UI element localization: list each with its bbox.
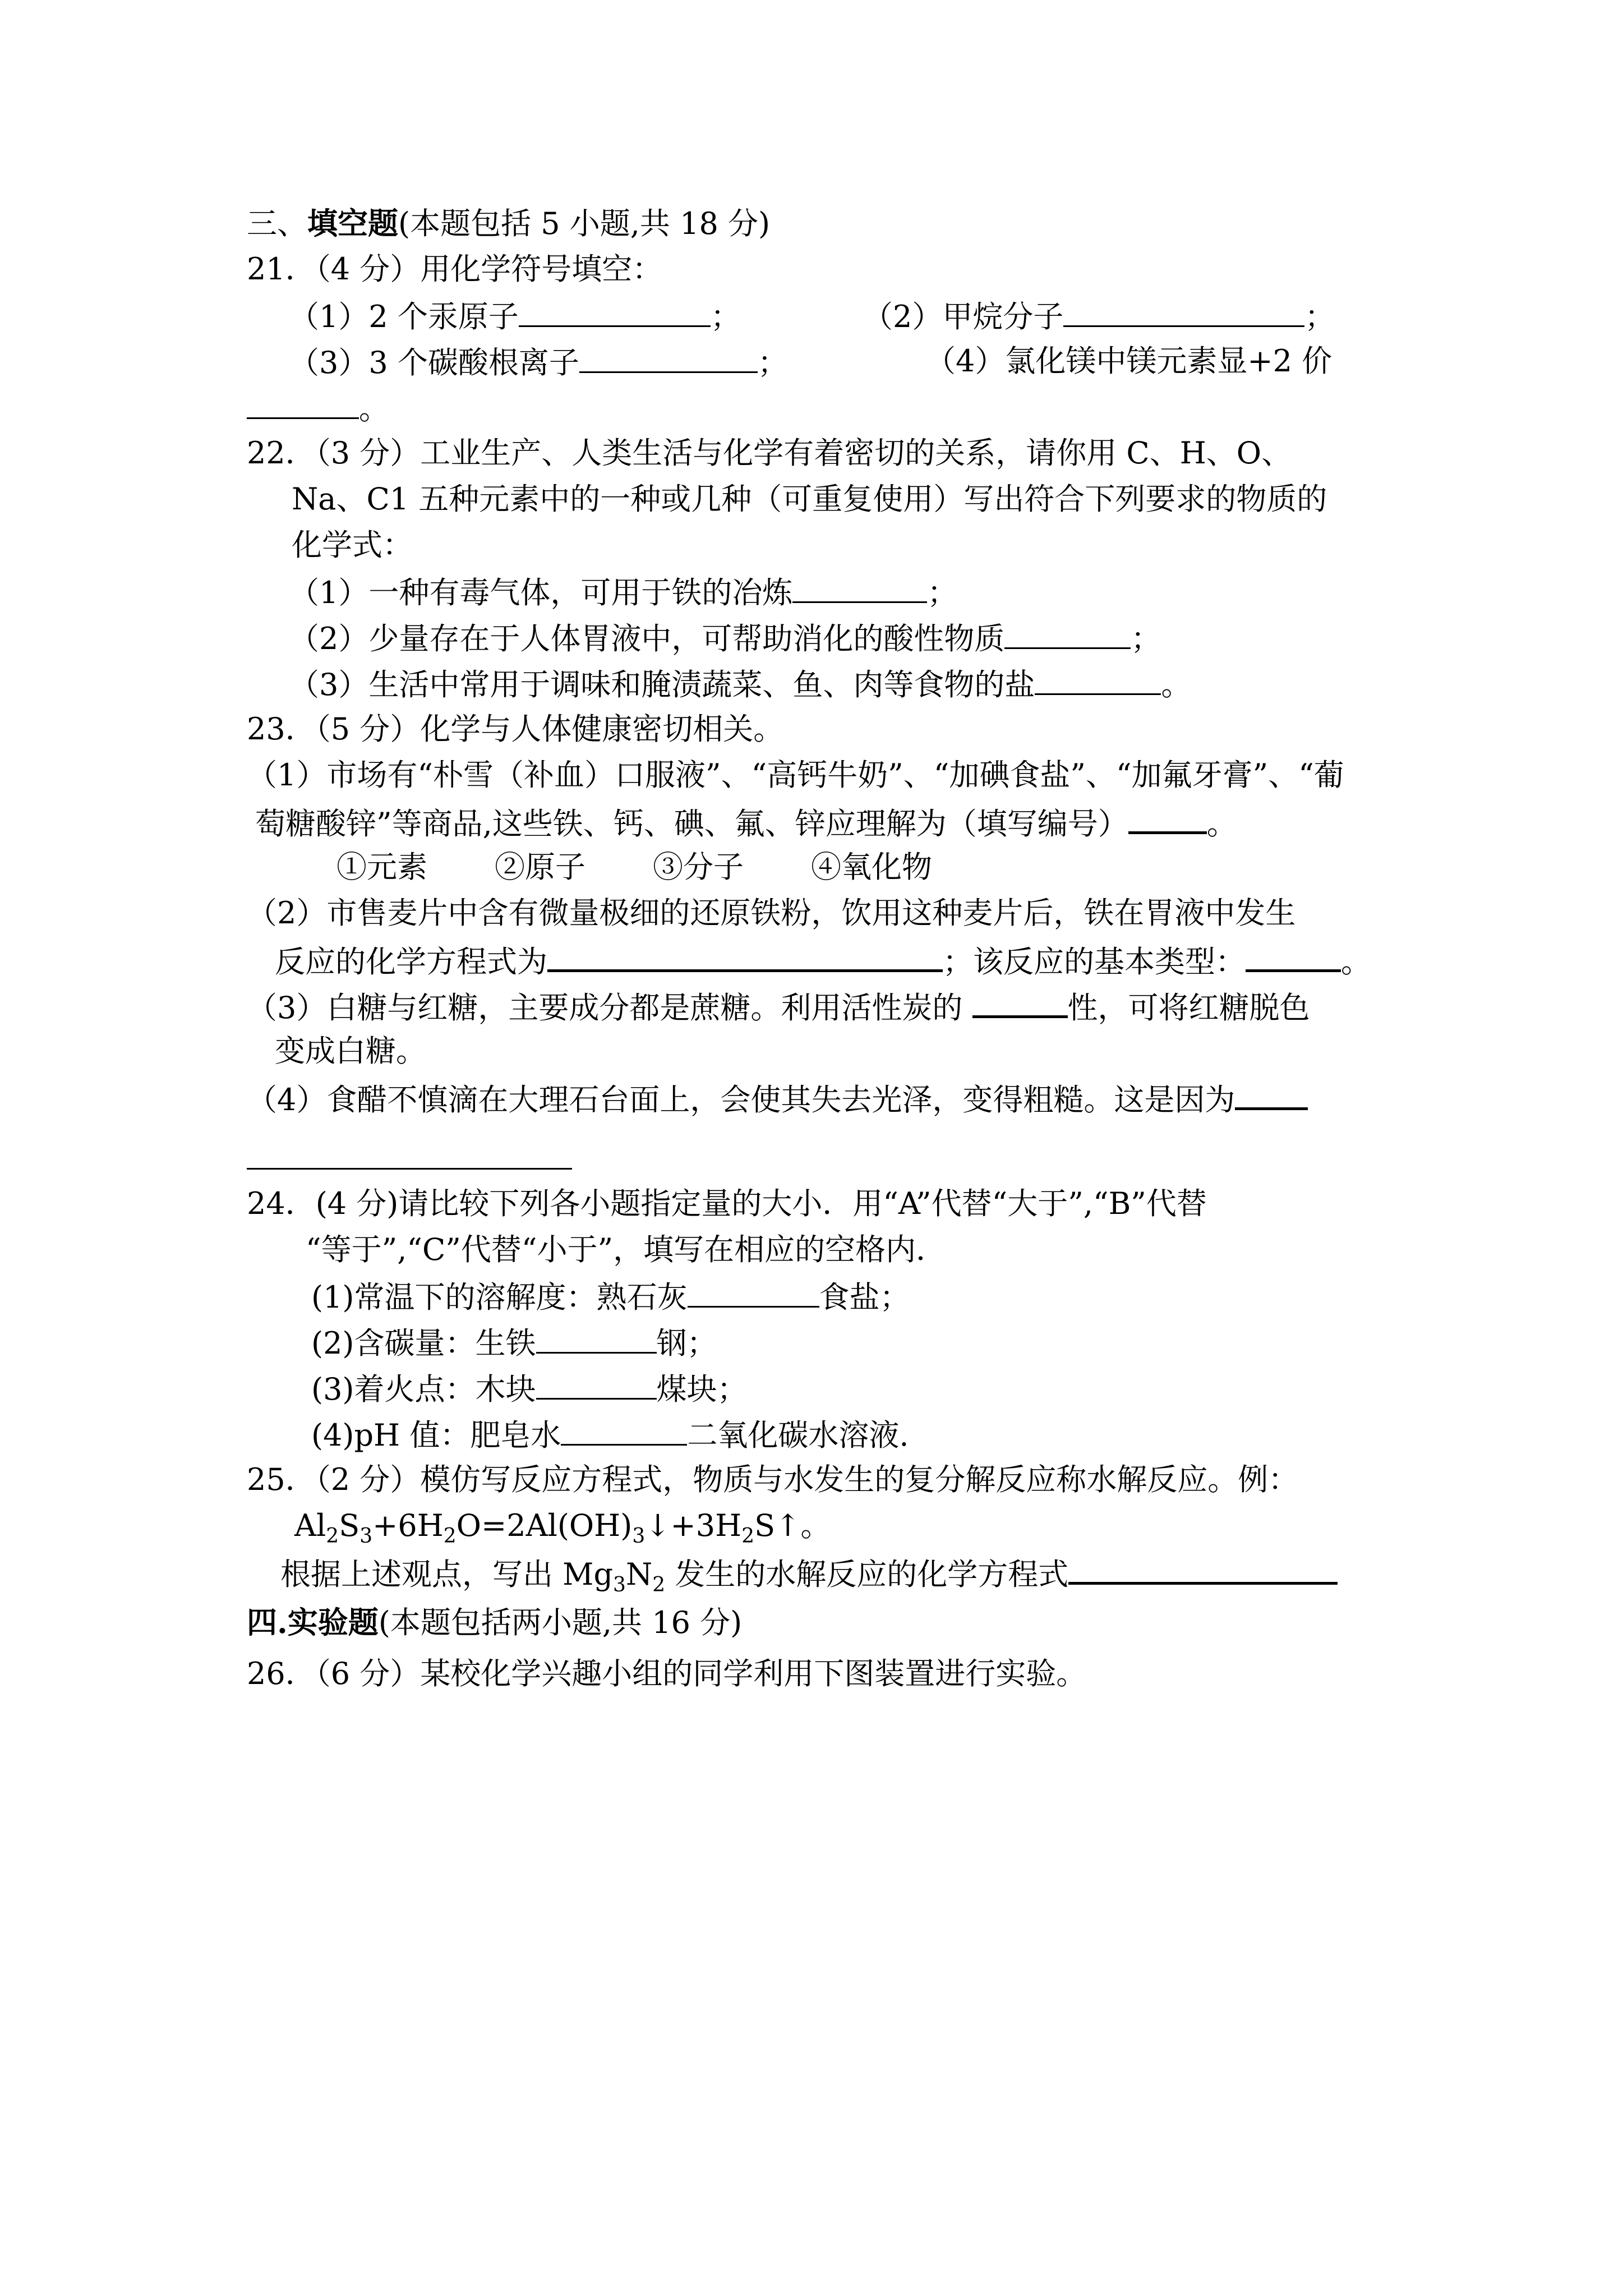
q21-part1: [289, 297, 741, 335]
q22-stem-line1: 22．（3 分）工业生产、人类生活与化学有着密切的关系，请你用 C、H、O、: [247, 435, 1292, 471]
q23-part3-line2: 变成白糖。: [275, 1033, 426, 1069]
q23-answer-blank-3[interactable]: [1246, 941, 1341, 972]
q23-part1-end: 。: [1206, 806, 1237, 841]
q21-part1-text: （1）2 个汞原子: [289, 299, 519, 334]
eq-part: S: [339, 1508, 360, 1543]
q25-example-equation: [294, 1508, 831, 1548]
eq-subscript: 2: [443, 1525, 457, 1548]
q21-answer-blank-1[interactable]: [519, 297, 711, 327]
q21-part1-end: ；: [710, 299, 741, 334]
eq-part: S↑。: [754, 1508, 831, 1543]
q22-answer-blank-2[interactable]: [1004, 619, 1131, 649]
eq-part: O=2Al(OH): [456, 1508, 633, 1543]
q21-stem: 21．（4 分）用化学符号填空：: [247, 251, 663, 287]
section4-title: 四.实验题: [247, 1604, 379, 1640]
q21-part3-end: ；: [757, 345, 788, 380]
q25-prompt: [280, 1554, 1338, 1596]
q23-part4-text: （4）食醋不慎滴在大理石台面上，会使其失去光泽，变得粗糙。这是因为: [247, 1082, 1235, 1117]
q22-part3-end: 。: [1161, 667, 1192, 702]
q23-option-1: ①元素: [336, 849, 427, 885]
q23-part3-line1: [247, 987, 1310, 1026]
q24-answer-blank-2[interactable]: [536, 1324, 657, 1354]
q23-part2-line2: [275, 941, 1371, 980]
q23-option-2: ②原子: [495, 849, 585, 885]
q21-part2-end: ；: [1304, 299, 1335, 334]
q21-answer-blank-2[interactable]: [1063, 297, 1304, 327]
q22-part1-text: （1）一种有毒气体，可用于铁的冶炼: [289, 575, 793, 610]
q21-part2-text: （2）甲烷分子: [863, 299, 1064, 334]
q23-option-3: ③分子: [653, 849, 744, 885]
q22-part1: [289, 573, 957, 611]
section3-header: [247, 205, 770, 242]
q22-stem-line2: Na、C1 五种元素中的一种或几种（可重复使用）写出符合下列要求的物质的: [292, 481, 1327, 517]
q24-part1-end: 食盐；: [819, 1280, 910, 1315]
q23-part1-text: 萄糖酸锌”等商品,这些铁、钙、碘、氟、锌应理解为（填写编号）: [255, 806, 1128, 841]
section4-header: [247, 1604, 742, 1641]
eq-subscript: 3: [359, 1525, 373, 1548]
q24-part4-end: 二氧化碳水溶液.: [687, 1418, 909, 1453]
q22-part1-end: ；: [927, 575, 958, 610]
q23-stem: 23．（5 分）化学与人体健康密切相关。: [247, 711, 784, 747]
q21-part4: （4）氯化镁中镁元素显+2 价: [925, 343, 1332, 379]
q26-stem: 26．（6 分）某校化学兴趣小组的同学利用下图装置进行实验。: [247, 1656, 1087, 1691]
eq-subscript: 3: [613, 1573, 626, 1596]
q21-part4-answer: [247, 389, 389, 427]
q23-part3-text-end: 性，可将红糖脱色: [1067, 990, 1310, 1025]
q22-part3: [289, 665, 1191, 703]
q24-part3-text: (3)着火点：木块: [311, 1372, 536, 1407]
q24-answer-blank-3[interactable]: [536, 1370, 657, 1400]
q21-part4-end: 。: [359, 391, 389, 426]
eq-subscript: 2: [652, 1573, 666, 1596]
q22-part2: [289, 619, 1161, 657]
q23-option-4: ④氧化物: [811, 849, 932, 885]
q24-answer-blank-1[interactable]: [688, 1278, 819, 1308]
q24-part2-text: (2)含碳量：生铁: [311, 1326, 536, 1361]
q25-stem: 25．（2 分）模仿写反应方程式，物质与水发生的复分解反应称水解反应。例：: [247, 1462, 1299, 1497]
eq-part: Al: [294, 1508, 326, 1543]
section3-num: 三、: [247, 206, 307, 241]
q24-part3-end: 煤块；: [656, 1372, 748, 1407]
q25-answer-blank[interactable]: [1068, 1554, 1338, 1585]
q22-answer-blank-3[interactable]: [1035, 665, 1161, 695]
eq-subscript: 3: [632, 1525, 645, 1548]
q23-answer-line-5[interactable]: [247, 1168, 572, 1170]
q22-answer-blank-1[interactable]: [792, 573, 927, 603]
q25-prompt-text: 发生的水解反应的化学方程式: [665, 1557, 1069, 1592]
section3-note: (本题包括 5 小题,共 18 分): [398, 206, 771, 241]
q23-part4-line1: [247, 1079, 1308, 1118]
q24-part4: [311, 1416, 909, 1453]
section4-note: (本题包括两小题,共 16 分): [378, 1605, 743, 1640]
q24-stem-line2: “等于”,“C”代替“小于”，填写在相应的空格内．: [306, 1232, 947, 1267]
eq-subscript: 2: [326, 1525, 339, 1548]
q24-part2: [311, 1324, 717, 1361]
q23-part3-text: （3）白糖与红糖，主要成分都是蔗糖。利用活性炭的: [247, 990, 972, 1025]
q23-answer-blank-4[interactable]: [972, 987, 1068, 1018]
q23-answer-blank-2[interactable]: [547, 941, 943, 972]
q23-part2-line1: （2）市售麦片中含有微量极细的还原铁粉，饮用这种麦片后，铁在胃液中发生: [247, 895, 1296, 931]
q22-part2-end: ；: [1131, 621, 1161, 656]
q23-part1-line1: （1）市场有“朴雪（补血）口服液”、“高钙牛奶”、“加碘食盐”、“加氟牙膏”、“葡: [247, 757, 1344, 793]
q24-part1-text: (1)常温下的溶解度：熟石灰: [311, 1280, 688, 1315]
q21-part3: [289, 343, 788, 381]
q23-part1-line2: [255, 803, 1237, 842]
q25-prompt-text: 根据上述观点，写出 Mg: [280, 1557, 614, 1592]
q24-stem-line1: 24．(4 分)请比较下列各小题指定量的大小．用“A”代替“大于”,“B”代替: [247, 1186, 1207, 1221]
q23-part2-mid: ；该反应的基本类型：: [943, 944, 1246, 979]
q21-part2: [863, 297, 1335, 335]
q22-part3-text: （3）生活中常用于调味和腌渍蔬菜、鱼、肉等食物的盐: [289, 667, 1035, 702]
q24-answer-blank-4[interactable]: [561, 1416, 687, 1446]
eq-part: +6H: [372, 1508, 444, 1543]
q24-part4-text: (4)pH 值：肥皂水: [311, 1418, 561, 1453]
q22-part2-text: （2）少量存在于人体胃液中，可帮助消化的酸性物质: [289, 621, 1005, 656]
q24-part3: [311, 1370, 748, 1407]
eq-subscript: 2: [741, 1525, 755, 1548]
q23-part2-text: 反应的化学方程式为: [275, 944, 547, 979]
eq-part: ↓+3H: [645, 1508, 742, 1543]
q23-part2-end: 。: [1341, 944, 1371, 979]
q22-stem-line3: 化学式：: [292, 527, 413, 563]
q21-part3-text: （3）3 个碳酸根离子: [289, 345, 579, 380]
q23-options: [336, 849, 932, 885]
q24-part1: [311, 1278, 910, 1315]
q23-answer-blank-1[interactable]: [1128, 803, 1207, 834]
q21-answer-blank-3[interactable]: [579, 343, 758, 373]
q25-prompt-text: N: [625, 1557, 653, 1592]
q23-answer-blank-5[interactable]: [1235, 1079, 1308, 1110]
q24-part2-end: 钢；: [656, 1326, 717, 1361]
section3-title: 填空题: [307, 205, 398, 241]
q21-answer-blank-4[interactable]: [247, 389, 359, 419]
